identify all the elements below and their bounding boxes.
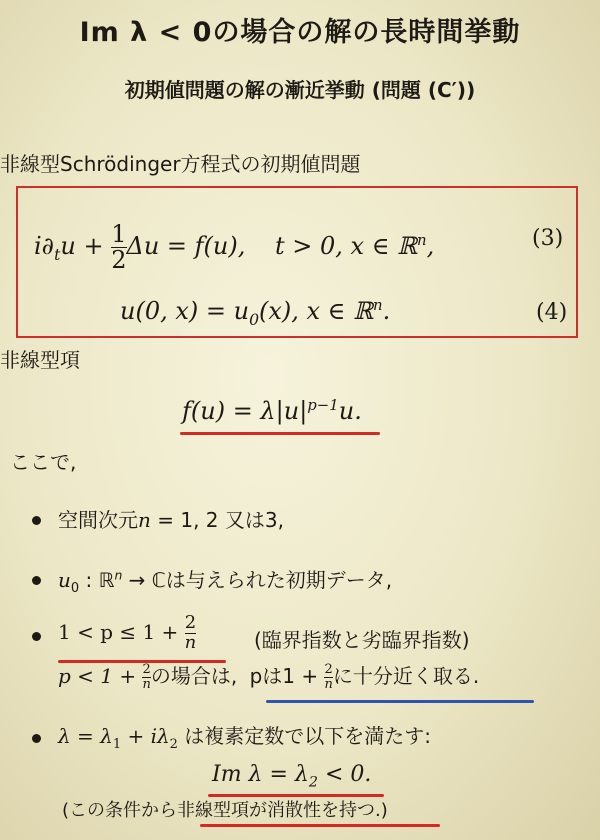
b2-mid: : ℝ	[79, 568, 115, 592]
b1-a: 空間次元	[58, 508, 138, 532]
b4-c: は複素定数で以下を満たす:	[177, 724, 432, 748]
fdef-b: u.	[338, 397, 362, 425]
fdef-sup: p−1	[307, 396, 339, 414]
b1-b: = 1, 2 又は3,	[150, 508, 284, 532]
eq4-sub: 0	[249, 310, 259, 329]
eq3-frac-den: 2	[111, 246, 127, 275]
page-subtitle: 初期値問題の解の漸近挙動 (問題 (C′))	[124, 78, 476, 102]
b4-s2: 2	[169, 737, 178, 752]
page-title: Im λ < 0の場合の解の長時間挙動	[79, 17, 521, 48]
nonlinear-definition	[182, 396, 362, 425]
bullet-3-line2	[58, 660, 479, 692]
eq3-cond-sup: n	[417, 231, 427, 250]
b3-l2-frac	[142, 663, 150, 691]
b3-l2-c: pは1 +	[249, 664, 319, 688]
b3-l2-b: の場合は,	[150, 664, 238, 688]
bullet-3-dot	[32, 632, 41, 641]
b3-l2-c-den: n	[324, 677, 333, 692]
b2-var: u	[58, 568, 71, 592]
eq3-rhs: Δu = f(u),	[126, 232, 246, 261]
b3-l2-c-num: 2	[324, 662, 333, 678]
eq3-fraction	[111, 222, 126, 273]
b3-l2-a: p < 1 +	[58, 664, 137, 688]
bullet-2-dot	[32, 576, 41, 585]
b2-sub: 0	[70, 581, 80, 596]
b2-b: → ℂは与えられた初期データ,	[122, 568, 393, 592]
b3-a: 1 < p ≤ 1 +	[58, 619, 179, 644]
section-heading-nls: 非線型Schrödinger方程式の初期値問題	[0, 152, 361, 176]
b1-var: n	[138, 508, 151, 532]
section-heading-nonlinear: 非線型項	[0, 348, 80, 372]
equation-3	[34, 222, 434, 273]
bullet-3-condition	[58, 614, 196, 653]
b4-a: λ = λ	[58, 724, 113, 748]
underline-dissipative	[200, 824, 440, 827]
b4-s1: 1	[112, 737, 122, 752]
eq3-cond: t > 0, x ∈ ℝ	[275, 232, 418, 261]
bullet-4-paren: (この条件から非線型項が消散性を持つ.)	[62, 800, 388, 821]
bullet-1-dot	[32, 516, 41, 525]
bullet-4-condition	[212, 762, 371, 790]
eq3-frac-num: 1	[111, 220, 127, 248]
b3-den: n	[184, 631, 197, 653]
underline-nonlinear-def	[180, 432, 380, 435]
b4-cond-sub: 2	[308, 774, 318, 791]
eq3-lhs-a: i∂	[34, 232, 55, 261]
b3-fraction	[185, 614, 197, 653]
b4-cond-end: < 0.	[317, 762, 372, 787]
equation-4-tag: (4)	[536, 300, 568, 325]
b3-l2-c-frac	[324, 663, 332, 691]
underline-p-choice	[266, 700, 534, 703]
b3-l2-d: に十分近く取る.	[332, 664, 480, 688]
eq3-cond-end: ,	[426, 232, 435, 261]
eq3-lhs-sub: t	[54, 245, 61, 264]
b2-sup: n	[114, 567, 123, 583]
b4-b: + iλ	[121, 724, 170, 748]
eq4-main: u(0, x) = u	[120, 297, 250, 325]
bullet-4-dot	[32, 734, 41, 743]
equation-4	[120, 296, 390, 329]
eq4-end: .	[382, 297, 391, 325]
b3-l2-den: n	[142, 677, 151, 692]
eq4-rest: (x), x ∈ ℝ	[259, 297, 374, 325]
here-text: ここで,	[10, 450, 77, 474]
eq3-lhs-b: u +	[60, 232, 104, 261]
equation-3-tag: (3)	[532, 226, 564, 251]
b3-num: 2	[184, 612, 197, 633]
fdef-a: f(u) = λ|u|	[182, 397, 308, 425]
b3-l2-num: 2	[142, 662, 151, 678]
eq4-sup: n	[373, 296, 383, 314]
bullet-3-note: (臨界指数と劣臨界指数)	[254, 628, 470, 652]
bullet-4-text	[58, 720, 431, 752]
b4-cond: Im λ = λ	[212, 762, 309, 787]
bullet-1-text	[58, 504, 284, 533]
bullet-2-text	[58, 564, 392, 596]
